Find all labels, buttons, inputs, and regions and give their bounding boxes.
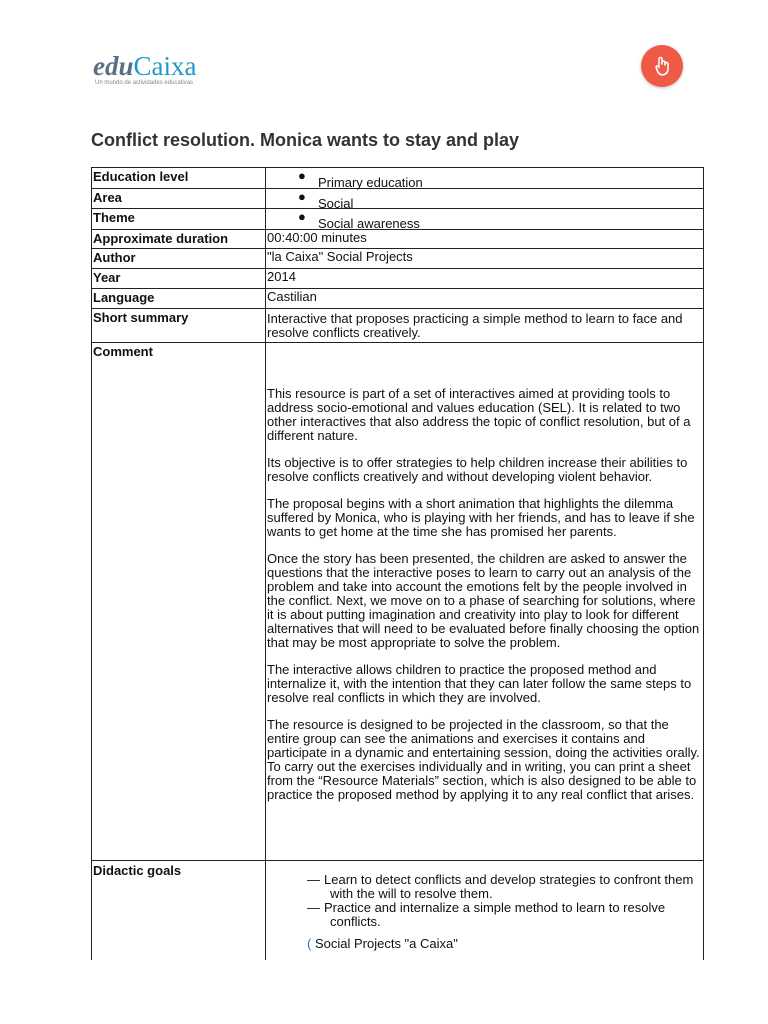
value-author: "la Caixa" Social Projects bbox=[265, 248, 704, 269]
goals-source bbox=[307, 937, 702, 951]
label-education-level: Education level bbox=[91, 167, 266, 189]
bullet-icon: ● bbox=[298, 168, 306, 183]
value-theme bbox=[265, 208, 704, 230]
label-area: Area bbox=[91, 188, 266, 209]
logo-wordmark bbox=[93, 52, 253, 80]
row-duration bbox=[91, 229, 704, 249]
comment-paragraph: The interactive allows children to practice the proposed method and internalize it, with the intention that they can later follow the same steps to resolve real conflicts in which they are involved. bbox=[267, 662, 692, 705]
bullet-icon: ● bbox=[298, 209, 306, 224]
row-theme bbox=[91, 208, 704, 230]
comment-paragraph: The proposal begins with a short animation that highlights the dilemma suffered by Monica, who is playing with her friends, and has to leave if she wants to get home at the time she has promised her parents. bbox=[267, 496, 695, 539]
logo-edu: edu bbox=[93, 51, 134, 81]
row-didactic-goals bbox=[91, 860, 704, 960]
comment-paragraph: Once the story has been presented, the children are asked to answer the questions that the interactive poses to learn to carry out an analysis of the problem and take into account the emotions felt by the people involved in the conflict. Next, we move on to a phase of searching for solutions, where it is about putting imagination and creativity into play to look for different alternatives that will need to be evaluated before finally choosing the option that may be most appropriate to solve the problem. bbox=[267, 551, 700, 650]
label-language: Language bbox=[91, 288, 266, 309]
row-language bbox=[91, 288, 704, 309]
goal-text-line: with the will to resolve them. bbox=[330, 886, 493, 901]
goal-text-line: conflicts. bbox=[330, 914, 381, 929]
row-area bbox=[91, 188, 704, 209]
comment-paragraph: This resource is part of a set of interactives aimed at providing tools to address socio-emotional and values education (SEL). It is related to two other interactives that also address the topic of conflict resolution, but of a different nature. bbox=[267, 386, 691, 443]
label-comment: Comment bbox=[91, 342, 266, 861]
row-short-summary bbox=[91, 308, 704, 343]
goal-text-line: Learn to detect conflicts and develop strategies to confront them bbox=[324, 872, 694, 887]
value-year: 2014 bbox=[265, 268, 704, 289]
goal-dash: — bbox=[307, 872, 320, 887]
row-education-level bbox=[91, 167, 704, 189]
source-text: Social Projects "a Caixa" bbox=[314, 936, 458, 951]
education-level-text: Primary education bbox=[318, 175, 423, 190]
label-short-summary: Short summary bbox=[91, 308, 266, 343]
value-language: Castilian bbox=[265, 288, 704, 309]
touch-action-button[interactable] bbox=[641, 45, 683, 87]
goal-text-line: Practice and internalize a simple method to learn to resolve bbox=[324, 900, 666, 915]
label-didactic-goals: Didactic goals bbox=[91, 860, 266, 960]
goal-item bbox=[307, 901, 702, 929]
row-year bbox=[91, 268, 704, 289]
label-theme: Theme bbox=[91, 208, 266, 230]
value-comment bbox=[265, 342, 704, 861]
row-author bbox=[91, 248, 704, 269]
resource-details-table bbox=[91, 167, 704, 960]
hand-pointer-icon bbox=[654, 56, 670, 76]
value-education-level bbox=[265, 167, 704, 189]
value-short-summary: Interactive that proposes practicing a simple method to learn to face and resolve conflicts creatively. bbox=[265, 308, 704, 343]
theme-text: Social awareness bbox=[318, 216, 420, 230]
label-author: Author bbox=[91, 248, 266, 269]
label-year: Year bbox=[91, 268, 266, 289]
area-text: Social bbox=[318, 196, 354, 211]
comment-paragraph: Its objective is to offer strategies to help children increase their abilities to resolve conflicts creatively and without developing violent behavior. bbox=[267, 455, 688, 484]
logo-tagline: Un mundo de actividades educativas bbox=[95, 80, 194, 86]
label-duration: Approximate duration bbox=[91, 229, 266, 249]
comment-paragraph: The resource is designed to be projected in the classroom, so that the entire group can see the animations and exercises it contains and participate in a dynamic and entertaining session, doing the activities orally. To carry out the exercises individually and in writing, you can print a sheet from the “Resource Materials” section, which is also designed to be able to practice the proposed method by applying it to any real conflict that arises. bbox=[267, 717, 700, 802]
logo-caixa: Caixa bbox=[133, 51, 197, 81]
source-open-paren: ( bbox=[307, 936, 312, 951]
value-duration: 00:40:00 minutes bbox=[265, 229, 704, 249]
value-didactic-goals bbox=[265, 860, 704, 960]
value-area bbox=[265, 188, 704, 209]
goal-item bbox=[307, 873, 702, 901]
row-comment bbox=[91, 342, 704, 861]
bullet-icon: ● bbox=[298, 189, 306, 204]
page-title: Conflict resolution. Monica wants to stay and play bbox=[91, 130, 520, 150]
educaixa-logo[interactable] bbox=[93, 52, 253, 92]
goal-dash: — bbox=[307, 900, 320, 915]
